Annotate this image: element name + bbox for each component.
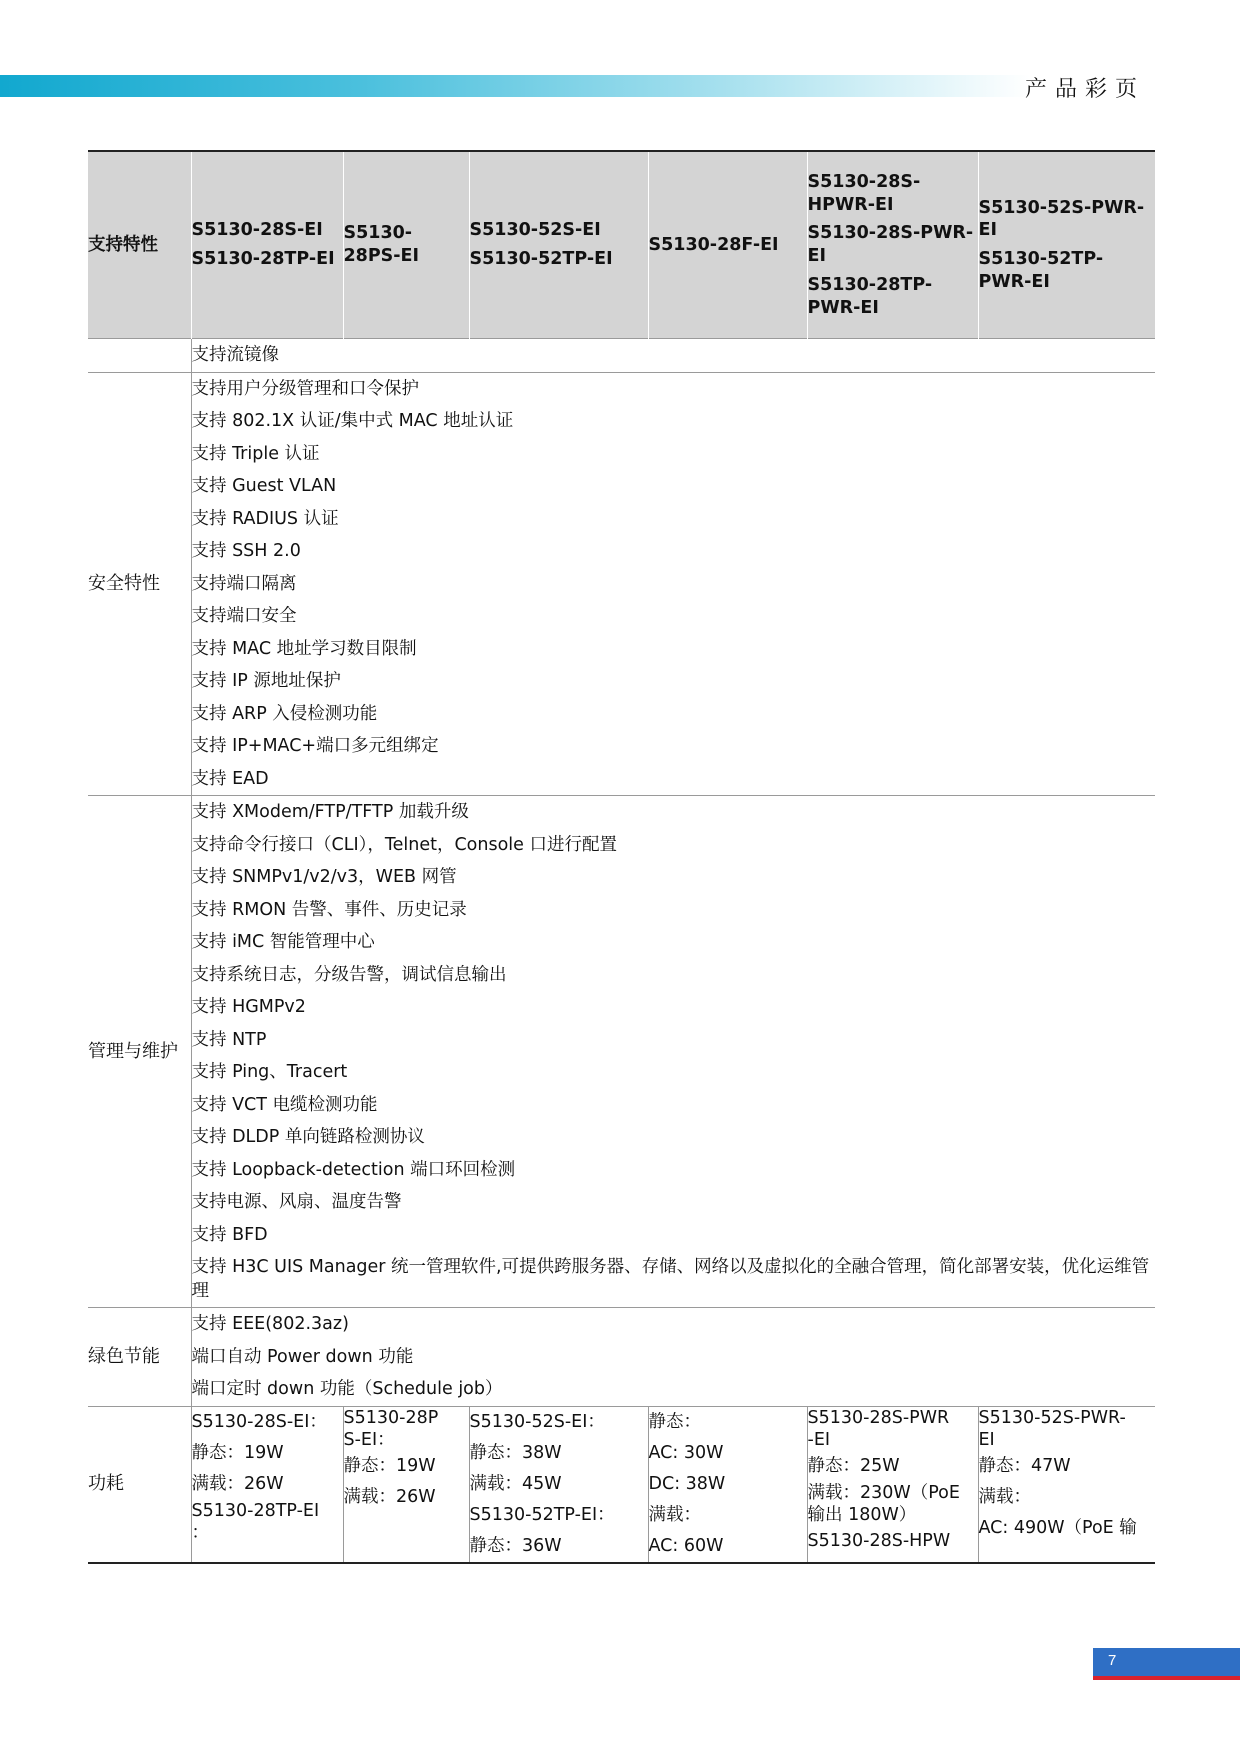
power-line: S5130-52TP-EI： (469, 1504, 615, 1525)
power-line: S5130-28TP-EI (191, 1500, 320, 1521)
power-line: DC: 38W (648, 1473, 726, 1494)
feature-item: 支持 EAD (191, 768, 269, 789)
power-line: 输出 180W） (807, 1504, 917, 1525)
feature-item: 支持 XModem/FTP/TFTP 加载升级 (191, 802, 469, 822)
feature-item: 支持 RADIUS 认证 (191, 508, 339, 529)
feature-item: 支持电源、风扇、温度告警 (191, 1192, 402, 1212)
row-label (88, 339, 191, 373)
power-line: 满载： (978, 1486, 1031, 1507)
power-line: 满载：45W (469, 1473, 562, 1494)
header-model: S5130-52TP-PWR-EI (978, 249, 1104, 292)
power-line: S5130-28S-PWR (807, 1407, 950, 1428)
power-line: 满载：230W（PoE (807, 1482, 960, 1503)
feature-item: 支持系统日志，分级告警，调试信息输出 (191, 964, 507, 985)
feature-item: 支持 RMON 告警、事件、历史记录 (191, 899, 467, 920)
power-line: S5130-52S-EI： (469, 1411, 605, 1432)
header-model: S5130-28S-HPWR-EI (807, 171, 921, 215)
feature-item: 支持 DLDP 单向链路检测协议 (191, 1127, 425, 1147)
power-line: EI (978, 1429, 995, 1450)
feature-item: 端口自动 Power down 功能 (191, 1346, 414, 1367)
header-model: S5130-52S-PWR-EI (978, 197, 1145, 241)
table-header-row (88, 151, 1155, 339)
feature-item: 支持 Guest VLAN (191, 476, 337, 496)
power-line: S-EI： (343, 1429, 395, 1450)
header-model-col (807, 151, 978, 339)
header-model: S5130-28S-PWR-EI (807, 223, 974, 266)
power-line: -EI (807, 1429, 831, 1450)
row-items (191, 1308, 1155, 1407)
feature-item: 支持用户分级管理和口令保护 (191, 378, 419, 399)
header-model-col (978, 151, 1155, 339)
spec-table (88, 150, 1155, 1564)
header-model-col (343, 151, 469, 339)
table-row (88, 1308, 1155, 1407)
feature-item: 支持 BFD (191, 1224, 268, 1245)
power-line: S5130-28S-HPW (807, 1530, 951, 1551)
row-items (191, 339, 1155, 373)
power-cell (978, 1406, 1155, 1563)
power-line: 静态：38W (469, 1442, 562, 1463)
row-label: 安全特性 (88, 372, 191, 796)
table-row (88, 339, 1155, 373)
feature-item: 支持 Triple 认证 (191, 443, 320, 464)
feature-item: 支持 SSH 2.0 (191, 541, 301, 561)
power-line: AC: 30W (648, 1442, 724, 1463)
header-gradient-band (0, 75, 1030, 97)
feature-item: 支持命令行接口（CLI），Telnet，Console 口进行配置 (191, 834, 617, 855)
feature-item: 支持 H3C UIS Manager 统一管理软件,可提供跨服务器、存储、网络以及虚拟化的全融合管理，简化部署安装，优化运维管理 (191, 1257, 1150, 1301)
section-title: 产品彩页 (1025, 77, 1146, 102)
feature-item: 支持 SNMPv1/v2/v3，WEB 网管 (191, 867, 457, 887)
power-line: 满载：26W (343, 1486, 436, 1507)
feature-item: 支持 Loopback-detection 端口环回检测 (191, 1159, 516, 1180)
header-model-col (648, 151, 807, 339)
header-model: S5130-52TP-EI (469, 249, 613, 269)
power-line: AC: 490W（PoE 输 (978, 1517, 1137, 1538)
feature-item: 支持 IP 源地址保护 (191, 671, 341, 691)
feature-item: 支持 iMC 智能管理中心 (191, 932, 375, 952)
table-row-power (88, 1406, 1155, 1563)
feature-item: 端口定时 down 功能（Schedule job） (191, 1379, 503, 1399)
feature-item: 支持 Ping、Tracert (191, 1062, 348, 1082)
power-line: 静态：19W (343, 1455, 436, 1476)
header-model-col (191, 151, 343, 339)
row-label: 管理与维护 (88, 796, 191, 1308)
row-label: 功耗 (88, 1406, 191, 1563)
header-feature-label: 支持特性 (88, 151, 191, 339)
row-label: 绿色节能 (88, 1308, 191, 1407)
power-line: 满载： (648, 1504, 701, 1525)
header-model: S5130-28TP-PWR-EI (807, 274, 933, 318)
feature-item: 支持 ARP 入侵检测功能 (191, 703, 378, 724)
power-line: 静态：36W (469, 1535, 562, 1556)
page-number: 7 (1108, 1652, 1117, 1669)
header-model-col (469, 151, 648, 339)
feature-item: 支持 MAC 地址学习数目限制 (191, 638, 417, 659)
feature-item: 支持 HGMPv2 (191, 997, 306, 1017)
power-line: 静态：25W (807, 1455, 900, 1476)
header-model: S5130-28PS-EI (343, 223, 420, 266)
power-line: S5130-28P (343, 1407, 439, 1428)
feature-item: 支持端口安全 (191, 606, 297, 626)
row-items (191, 796, 1155, 1308)
table-row (88, 372, 1155, 796)
power-line: S5130-28S-EI： (191, 1411, 327, 1432)
power-line: AC: 60W (648, 1535, 724, 1556)
feature-item: 支持 IP+MAC+端口多元组绑定 (191, 736, 439, 756)
power-cell (807, 1406, 978, 1563)
power-line: 静态：47W (978, 1455, 1071, 1476)
feature-item: 支持 802.1X 认证/集中式 MAC 地址认证 (191, 411, 514, 431)
power-line: 静态：19W (191, 1442, 284, 1463)
power-line: 静态： (648, 1411, 701, 1432)
power-line: 满载：26W (191, 1473, 284, 1494)
power-cell (648, 1406, 807, 1563)
header-model: S5130-28F-EI (648, 234, 779, 255)
power-line: ： (191, 1522, 209, 1543)
row-items (191, 372, 1155, 796)
header-model: S5130-52S-EI (469, 220, 601, 241)
power-line: S5130-52S-PWR- (978, 1407, 1126, 1428)
power-cell (191, 1406, 343, 1563)
feature-item: 支持 EEE(802.3az) (191, 1314, 349, 1334)
feature-item: 支持端口隔离 (191, 573, 297, 594)
feature-item: 支持 NTP (191, 1029, 267, 1050)
feature-item: 支持流镜像 (191, 345, 279, 365)
page-number-underline (1093, 1676, 1240, 1680)
power-cell (343, 1406, 469, 1563)
table-row (88, 796, 1155, 1308)
header-model: S5130-28S-EI (191, 220, 323, 241)
header-model: S5130-28TP-EI (191, 249, 335, 269)
power-cell (469, 1406, 648, 1563)
feature-item: 支持 VCT 电缆检测功能 (191, 1094, 378, 1115)
